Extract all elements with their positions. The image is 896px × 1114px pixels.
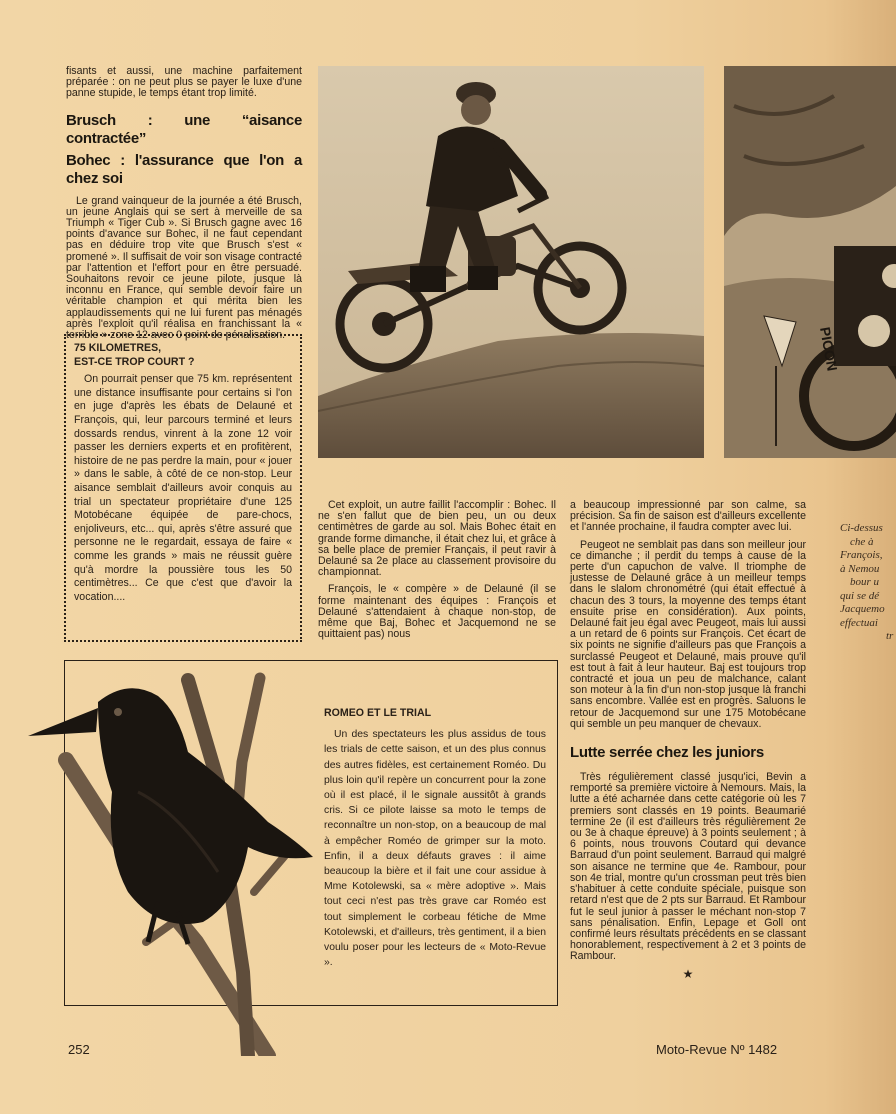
romeo-box-title: ROMEO ET LE TRIAL bbox=[324, 707, 432, 719]
caption-line: Jacquemo bbox=[840, 603, 885, 615]
juniors-paragraph: Très régulièrement classé jusqu'ici, Bevin a remporté sa première victoire à Nemours. Mais, la lutte a été acharnée dans cette catégorie où les 7 premiers sont classés en 19 points. Beaumarié termine 2e (il est d'ailleurs très régulièrement 2e ou 3e à chaque épreuve) à 3 points seulement ; à 6 points, nous trouvons Coutard qui devance Barraud d'un point seulement. Barraud qui malgré son aisance ne termine que 4e. Rambour, pour son 4e trial, montre qu'un crossman peut très bien s'habituer à cette conduite spéciale, puisque son retard n'est que de 2 pts sur Barraud. Et Rambour fut le seul junior à passer le méchant non-stop 7 sans pénalisation. Enfin, Lepage et Goll ont confirmé leurs résultats précédents en se classant honorablement, respectivement à 2 et 3 points de Rambour. bbox=[570, 771, 806, 963]
magazine-footer-title: Moto-Revue Nº 1482 bbox=[656, 1042, 778, 1057]
romeo-box-content bbox=[324, 706, 546, 976]
photo-rider-motorcycle bbox=[318, 66, 704, 458]
heading-bohec: Bohec : l'assurance que l'on a chez soi bbox=[66, 151, 302, 187]
caption-line: tr bbox=[886, 630, 894, 642]
middle-paragraph-1: Cet exploit, un autre faillit l'accomplir : Bohec. Il ne s'en fallut que de bien peu, un ou deux centimètres de garde au sol. Mais Bohec était en grande forme dimanche, il était chez lui, et grâce à sa belle place de premier Français, il peut ravir à Delauné sa 2e place au classement provisoire du championnat. bbox=[318, 499, 556, 579]
caption-line: qui se dé bbox=[840, 589, 880, 602]
box-title-line-2: EST-CE TROP COURT ? bbox=[74, 355, 195, 368]
caption-line: che à bbox=[850, 535, 874, 548]
zone-illustration bbox=[724, 66, 896, 458]
right-paragraph-1: a beaucoup impressionné par son calme, sa précision. Sa fin de saison est d'ailleurs excellente et l'année prochaine, il faudra compter avec lui. bbox=[570, 499, 806, 534]
caption-line: François, bbox=[840, 549, 883, 561]
romeo-box-text: Un des spectateurs les plus assidus de tous les trials de cette saison, et un des plus connus des autres fidèles, est certainement Roméo. Du plus loin qu'il repère un concurrent pour la zone où il est placé, il le signale aussitôt à grands cris. Si ce pilote laisse sa moto le temps de reconnaître un non-stop, on a beaucoup de mal à empêcher Roméo de grimper sur la moto. Enfin, il a deux défauts graves : il aime beaucoup la bière et il fait une cour assidue à Mme Kotolewski, sa « mère adoptive ». Mais tout ceci n'est pas très grave car Roméo est tout simplement le corbeau fétiche de Mme Kotolewski, et d'ailleurs, très gentiment, il a bien voulu poser pour les lecteurs de « Moto-Revue ». bbox=[324, 729, 546, 969]
left-column bbox=[66, 66, 302, 347]
article-paragraph-1: Le grand vainqueur de la journée a été Brusch, un jeune Anglais qui se sert à merveille de sa Triumph « Tiger Cub ». Si Brusch gagne avec 16 points d'avance sur Bohec, il ne faut cependant pas en déduire trop vite que Brusch s'est « promené ». Il suffisait de voir son visage contracté par l'attention et l'effort pour en être persuadé. Souhaitons revoir ce jeune pilote, jusque là inconnu en France, qui semble devoir faire un véritable champion et qui mérita bien les applaudissements qui ne lui furent pas ménagés après l'exploit qu'il réalisa en franchissant la « terrible » zone 12 avec 0 point de pénalisation. bbox=[66, 194, 302, 342]
end-star: ★ bbox=[682, 966, 694, 981]
picon-sign: PICON bbox=[817, 325, 841, 373]
top-continuation-text: fisants et aussi, une machine parfaitement préparée : on ne peut plus se payer le luxe d'une panne stupide, le temps étant trop limité. bbox=[66, 65, 302, 100]
middle-paragraph-2: François, le « compère » de Delauné (il se forme maintenant des équipes : François et Delauné s'attendaient à chaque non-stop, de même que Baj, Bohec et Jacquemond ne se quittaient pas) nous bbox=[318, 583, 556, 641]
photo-crow bbox=[28, 672, 318, 1056]
sidebar-box-75km bbox=[64, 334, 302, 642]
caption-line: Ci-dessus bbox=[840, 522, 883, 534]
heading-brusch: Brusch : une “aisance contractée” bbox=[66, 111, 302, 147]
photo-rider-zone bbox=[724, 66, 896, 458]
middle-column bbox=[318, 500, 556, 646]
page-number: 252 bbox=[68, 1042, 90, 1057]
crow-illustration bbox=[28, 672, 318, 1056]
side-caption bbox=[840, 522, 896, 644]
caption-line: bour u bbox=[850, 576, 880, 588]
rider-illustration bbox=[318, 66, 704, 458]
caption-line: effectuai bbox=[840, 616, 878, 629]
caption-line: à Nemou bbox=[840, 562, 880, 575]
right-column bbox=[570, 500, 806, 980]
box-text: On pourrait penser que 75 km. représentent une distance insuffisante pour certains si l'on en juge d'après les ébats de Delauné et François, qui, leur parcours terminé et leurs dossards rendus, vinrent à la zone 12 voir passer les derniers experts et en profitèrent, histoire de ne pas perdre la main, pour « jouer » dans le sable, à côté de ce non-stop. Leur aisance semblait d'ailleurs avoir conquis au trial un spectateur propriétaire d'une 125 Motobécane équipée de pare-chocs, enjoliveurs, etc... qui, après s'être assuré que personne ne le regardait, essaya de faire « comme les grands » mais ne réussit guère qu'à mordre la poussière tous les 50 centimètres... Ce que c'est que d'avoir la vocation.... bbox=[74, 373, 292, 603]
heading-juniors: Lutte serrée chez les juniors bbox=[570, 744, 764, 762]
box-title-line-1: 75 KILOMETRES, bbox=[74, 342, 162, 354]
right-paragraph-2: Peugeot ne semblait pas dans son meilleur jour ce dimanche ; il perdit du temps à cause de la perte d'un capuchon de valve. Il triomphe de justesse de Delauné grâce à un meilleur temps dans le slalom chronométré (qui était effectué à chacun des 3 tours, la moyenne des temps étant ensuite prise en considération). Aux points, Delauné fait jeu égal avec Peugeot, mais lui aussi a un retard de 6 points sur François. Cet écart de six points ne signifie d'ailleurs pas que François a surclassé Peugeot et Delauné, mais prouve qu'il est tout à fait à leur hauteur. Baj est toujours trop contracté et joua un peu de malchance, calant son moteur à la fin d'un non-stop jusque là franchi sans encombre. Vallée est en progrès. Saluons le retour de Jacquemond sur une 175 Motobécane qui semble un peu manquer de chevaux. bbox=[570, 538, 806, 730]
